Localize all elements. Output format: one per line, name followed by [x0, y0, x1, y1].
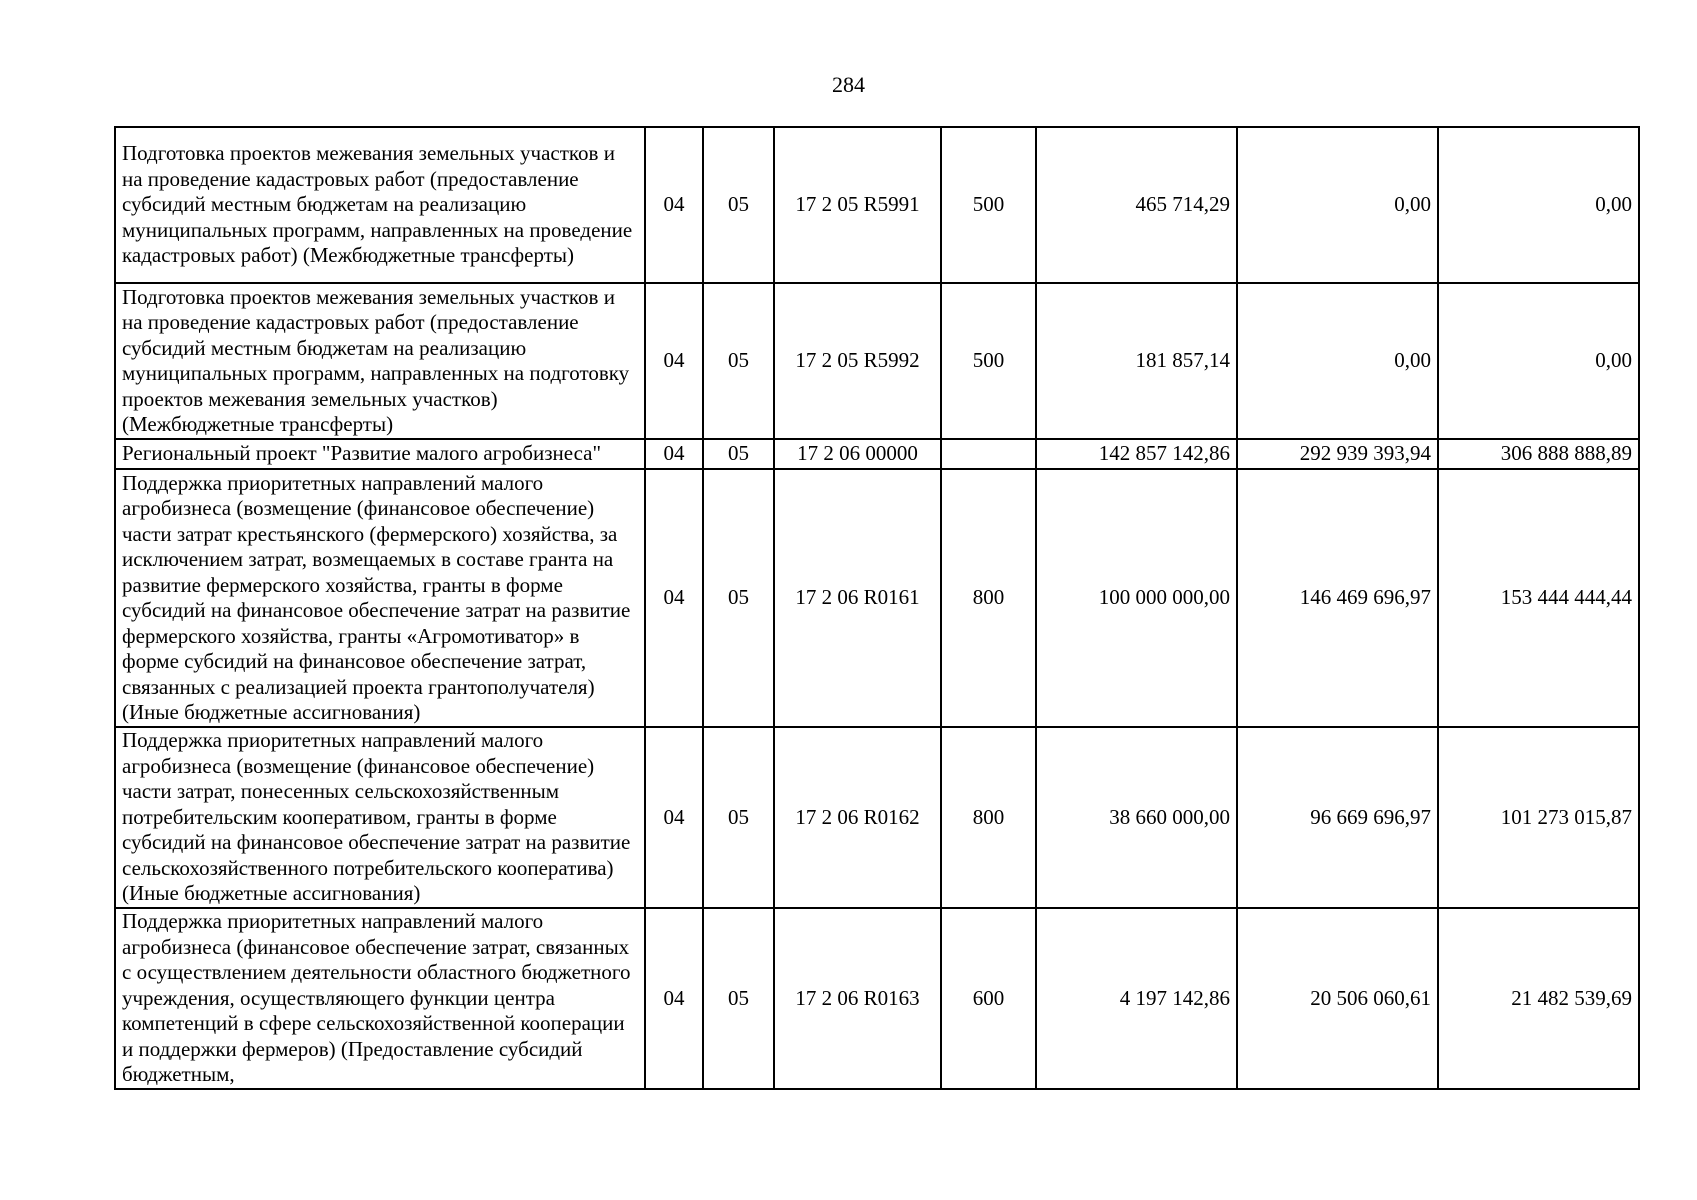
target-article-code: 17 2 06 R0163: [774, 908, 941, 1089]
expense-type-code: 600: [941, 908, 1036, 1089]
row-description: Поддержка приоритетных направлений малого агробизнеса (возмещение (финансовое обеспечение) части затрат крестьянского (фермерского) хозяйства, за исключением затрат, возмещаемых в составе гранта на развитие фермерского хозяйства, гранты в форме субсидий на финансовое обеспечение затрат на развитие фермерского хозяйства, гранты «Агромотиватор» в форме субсидий на финансовое обеспечение затрат, связанных с реализацией проекта грантополучателя) (Иные бюджетные ассигнования): [115, 469, 645, 727]
amount-year-2: 96 669 696,97: [1237, 727, 1438, 908]
row-description: Подготовка проектов межевания земельных участков и на проведение кадастровых работ (предоставление субсидий местным бюджетам на реализацию муниципальных программ, направленных на подготовку проектов межевания земельных участков) (Межбюджетные трансферты): [115, 283, 645, 439]
row-description: Региональный проект "Развитие малого агробизнеса": [115, 439, 645, 469]
amount-year-2: 292 939 393,94: [1237, 439, 1438, 469]
section-code: 04: [645, 469, 703, 727]
expense-type-code: 500: [941, 127, 1036, 283]
amount-year-1: 38 660 000,00: [1036, 727, 1237, 908]
section-code: 04: [645, 283, 703, 439]
amount-year-3: 101 273 015,87: [1438, 727, 1639, 908]
page-number: 284: [832, 72, 865, 97]
amount-year-3: 153 444 444,44: [1438, 469, 1639, 727]
table-body: [115, 127, 1639, 1089]
table-row: [115, 127, 1639, 283]
section-code: 04: [645, 127, 703, 283]
expense-type-code: 500: [941, 283, 1036, 439]
subsection-code: 05: [703, 439, 774, 469]
amount-year-3: 0,00: [1438, 127, 1639, 283]
table-row: [115, 439, 1639, 469]
expense-type-code: 800: [941, 469, 1036, 727]
subsection-code: 05: [703, 283, 774, 439]
amount-year-3: 306 888 888,89: [1438, 439, 1639, 469]
amount-year-1: 465 714,29: [1036, 127, 1237, 283]
subsection-code: 05: [703, 127, 774, 283]
amount-year-3: 21 482 539,69: [1438, 908, 1639, 1089]
amount-year-2: 0,00: [1237, 127, 1438, 283]
amount-year-2: 146 469 696,97: [1237, 469, 1438, 727]
table-row: [115, 469, 1639, 727]
table-row: [115, 908, 1639, 1089]
row-description: Поддержка приоритетных направлений малого агробизнеса (возмещение (финансовое обеспечение) части затрат, понесенных сельскохозяйственным потребительским кооперативом, гранты в форме субсидий на финансовое обеспечение затрат на развитие сельскохозяйственного потребительского кооператива) (Иные бюджетные ассигнования): [115, 727, 645, 908]
target-article-code: 17 2 06 R0161: [774, 469, 941, 727]
subsection-code: 05: [703, 469, 774, 727]
section-code: 04: [645, 439, 703, 469]
target-article-code: 17 2 05 R5991: [774, 127, 941, 283]
budget-table: [114, 126, 1640, 1090]
amount-year-2: 0,00: [1237, 283, 1438, 439]
target-article-code: 17 2 06 R0162: [774, 727, 941, 908]
amount-year-1: 100 000 000,00: [1036, 469, 1237, 727]
amount-year-2: 20 506 060,61: [1237, 908, 1438, 1089]
subsection-code: 05: [703, 908, 774, 1089]
amount-year-1: 142 857 142,86: [1036, 439, 1237, 469]
section-code: 04: [645, 908, 703, 1089]
row-description: Поддержка приоритетных направлений малого агробизнеса (финансовое обеспечение затрат, связанных с осуществлением деятельности областного бюджетного учреждения, осуществляющего функции центра компетенций в сфере сельскохозяйственной кооперации и поддержки фермеров) (Предоставление субсидий бюджетным,: [115, 908, 645, 1089]
table-row: [115, 727, 1639, 908]
expense-type-code: 800: [941, 727, 1036, 908]
section-code: 04: [645, 727, 703, 908]
amount-year-1: 4 197 142,86: [1036, 908, 1237, 1089]
row-description: Подготовка проектов межевания земельных участков и на проведение кадастровых работ (предоставление субсидий местным бюджетам на реализацию муниципальных программ, направленных на проведение кадастровых работ) (Межбюджетные трансферты): [115, 127, 645, 283]
target-article-code: 17 2 06 00000: [774, 439, 941, 469]
table-row: [115, 283, 1639, 439]
amount-year-3: 0,00: [1438, 283, 1639, 439]
expense-type-code: [941, 439, 1036, 469]
subsection-code: 05: [703, 727, 774, 908]
target-article-code: 17 2 05 R5992: [774, 283, 941, 439]
amount-year-1: 181 857,14: [1036, 283, 1237, 439]
